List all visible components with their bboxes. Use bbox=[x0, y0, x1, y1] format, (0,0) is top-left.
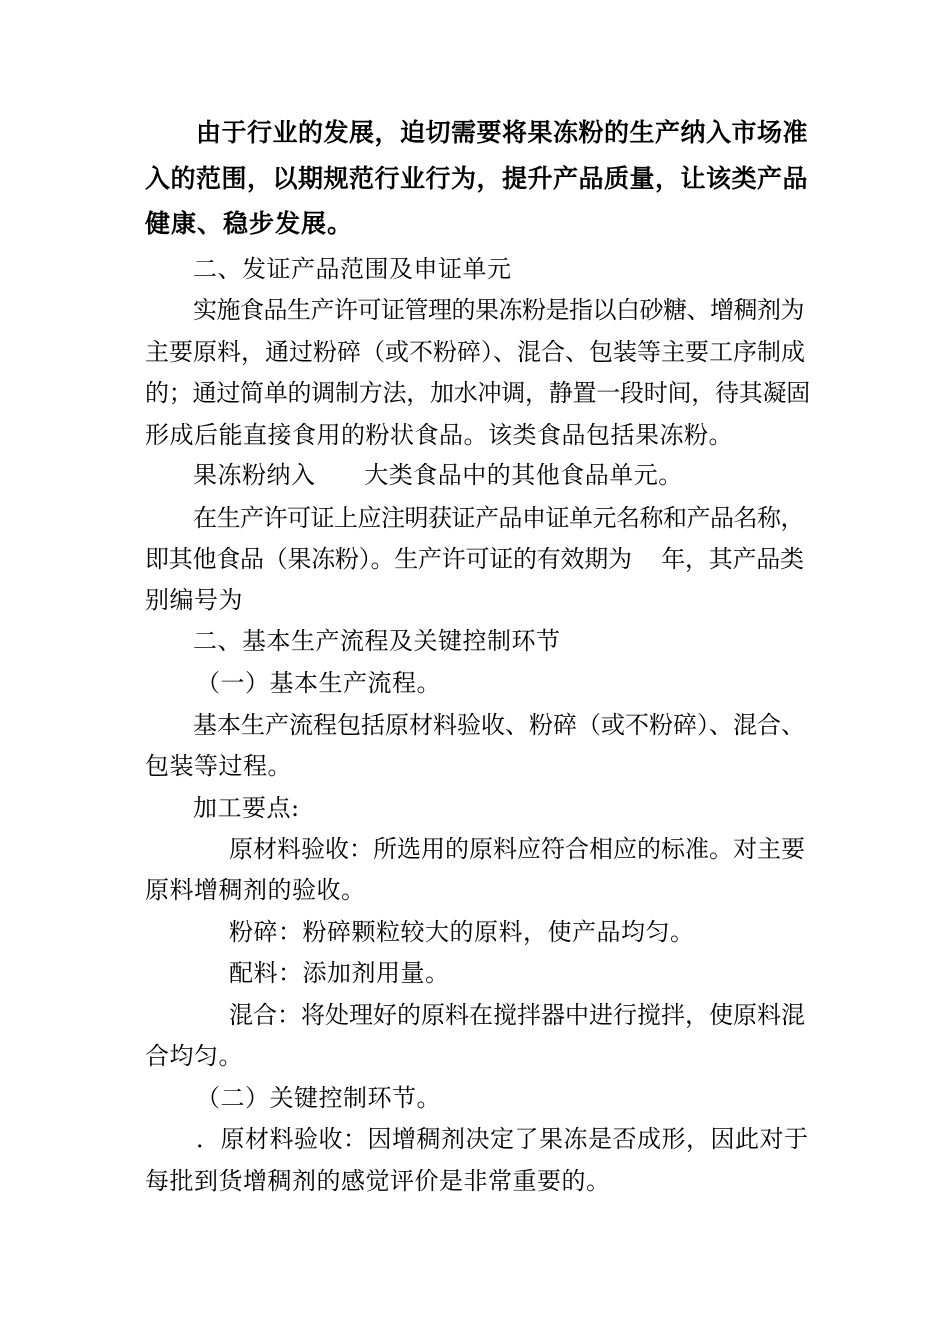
subheading-key-control: （二）关键控制环节。 bbox=[196, 1084, 441, 1112]
flow-line-1: 基本生产流程包括原材料验收、粉碎（或不粉碎）、混合、 bbox=[193, 711, 805, 739]
section-heading-process: 二、基本生产流程及关键控制环节 bbox=[193, 627, 561, 655]
point-ingredients: 配料：添加剂用量。 bbox=[229, 959, 450, 987]
point-blend-line-2: 合均匀。 bbox=[145, 1042, 243, 1070]
scope-line-1: 实施食品生产许可证管理的果冻粉是指以白砂糖、增稠剂为 bbox=[193, 296, 804, 324]
key-control-line-2: 每批到货增稠剂的感觉评价是非常重要的。 bbox=[145, 1167, 611, 1195]
processing-points-label: 加工要点: bbox=[193, 794, 300, 822]
intro-line-1: 由于行业的发展，迫切需要将果冻粉的生产纳入市场准 bbox=[196, 118, 809, 147]
section-heading-scope: 二、发证产品范围及申证单元 bbox=[193, 255, 512, 283]
category-text: 果冻粉纳入 大类食品中的其他食品单元。 bbox=[193, 461, 683, 489]
point-material-line-2: 原料增稠剂的验收。 bbox=[145, 876, 366, 904]
key-control-line-1: ．原材料验收：因增稠剂决定了果冻是否成形，因此对于 bbox=[196, 1125, 809, 1153]
license-line-1: 在生产许可证上应注明获证产品申证单元名称和产品名称， bbox=[193, 504, 804, 532]
point-material-line-1: 原材料验收：所选用的原料应符合相应的标准。对主要 bbox=[229, 835, 805, 863]
intro-line-3: 健康、稳步发展。 bbox=[145, 209, 354, 238]
subheading-basic-flow: （一）基本生产流程。 bbox=[196, 669, 441, 697]
flow-line-2: 包装等过程。 bbox=[145, 752, 292, 780]
intro-line-2: 入的范围，以期规范行业行为，提升产品质量，让该类产品 bbox=[145, 164, 809, 193]
scope-line-3: 的；通过简单的调制方法，加水冲调，静置一段时间，待其凝固 bbox=[145, 379, 810, 407]
license-line-3: 别编号为 bbox=[145, 586, 243, 614]
point-blend-line-1: 混合：将处理好的原料在搅拌器中进行搅拌，使原料混 bbox=[229, 1001, 805, 1029]
scope-line-4: 形成后能直接食用的粉状食品。该类食品包括果冻粉。 bbox=[145, 421, 733, 449]
point-crush: 粉碎：粉碎颗粒较大的原料，使产品均匀。 bbox=[229, 918, 695, 946]
license-line-2: 即其他食品（果冻粉）。生产许可证的有效期为 年，其产品类 bbox=[145, 545, 804, 573]
scope-line-2: 主要原料，通过粉碎（或不粉碎）、混合、包装等主要工序制成 bbox=[145, 338, 805, 366]
